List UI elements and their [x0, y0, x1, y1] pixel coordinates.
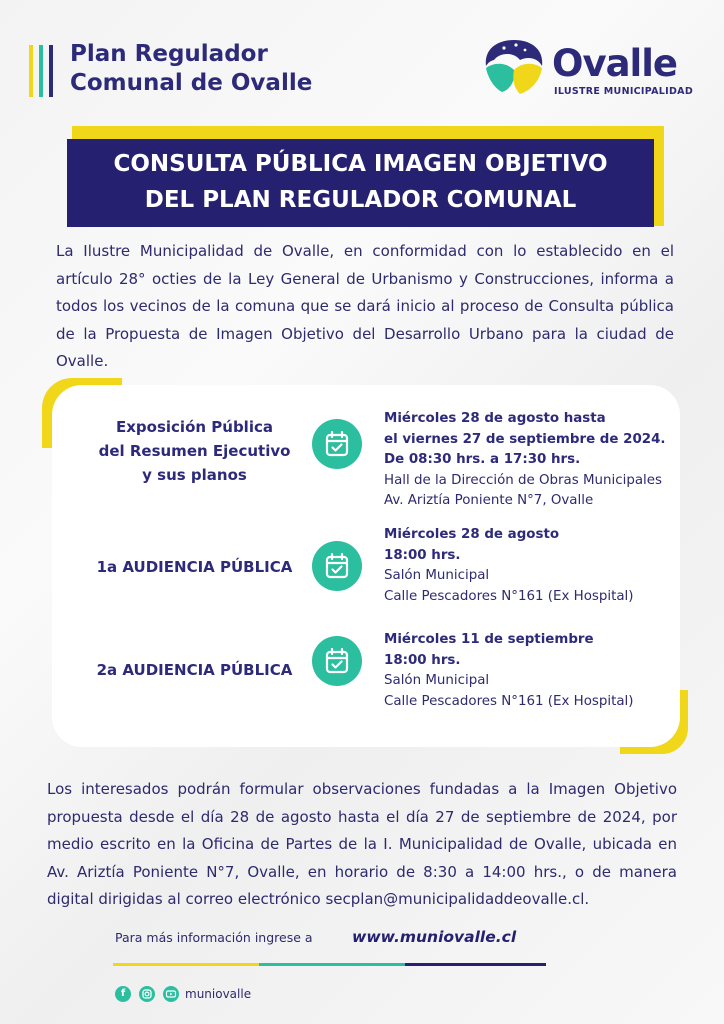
website-link[interactable]: www.muniovalle.cl — [352, 928, 517, 946]
event-label: 1a AUDIENCIA PÚBLICA — [96, 558, 293, 576]
intro-paragraph: La Ilustre Municipalidad de Ovalle, en conformidad con lo establecido en el artículo 28° octies de la Ley General de Urbanismo y Construcciones, informa a todos los vecinos de la comuna que se dará inicio al proceso de Consulta pública de la Propuesta de Imagen Objetivo del Desarrollo Urbano para la ciudad de Ovalle. — [56, 242, 674, 370]
plan-title-line1: Plan Regulador — [70, 41, 268, 67]
event-label: 2a AUDIENCIA PÚBLICA — [96, 661, 293, 679]
ovalle-logo — [480, 36, 700, 100]
plan-title — [70, 40, 312, 98]
calendar-check-icon — [312, 541, 362, 591]
ovalle-logo-icon — [480, 36, 548, 96]
footer-rule-yellow — [113, 963, 259, 966]
event-address: Av. Ariztía Poniente N°7, Ovalle — [384, 493, 594, 508]
event-place: Hall de la Dirección de Obras Municipales — [384, 472, 662, 488]
plan-title-line2: Comunal de Ovalle — [70, 70, 313, 96]
social-handle: muniovalle — [185, 987, 252, 1001]
event-time: 18:00 hrs. — [384, 547, 461, 563]
yellow-stripe — [29, 45, 33, 97]
title-banner — [67, 139, 654, 227]
event-date: Miércoles 11 de septiembre — [384, 632, 594, 647]
instagram-icon[interactable] — [139, 986, 155, 1002]
calendar-check-icon — [312, 636, 362, 686]
event-address: Calle Pescadores N°161 (Ex Hospital) — [384, 693, 634, 709]
event-place: Salón Municipal — [384, 568, 490, 583]
event-info — [384, 525, 684, 607]
event-info — [384, 630, 684, 712]
banner-line1: CONSULTA PÚBLICA IMAGEN OBJETIVO — [113, 151, 608, 177]
navy-stripe — [49, 45, 53, 97]
logo-name: Ovalle — [552, 42, 677, 85]
banner-line2: DEL PLAN REGULADOR COMUNAL — [144, 187, 577, 213]
footer-rule-navy — [405, 963, 546, 966]
calendar-check-icon — [312, 419, 362, 469]
teal-stripe — [39, 45, 43, 97]
event-date: el viernes 27 de septiembre de 2024. — [384, 431, 666, 447]
footer-rule-teal — [259, 963, 405, 966]
brand-stripes — [29, 45, 53, 97]
facebook-icon[interactable]: f — [115, 986, 131, 1002]
events-card — [52, 385, 680, 747]
event-date: Miércoles 28 de agosto hasta — [384, 411, 606, 426]
closing-paragraph: Los interesados podrán formular observaciones fundadas a la Imagen Objetivo propuesta desde el día 28 de agosto hasta el día 27 de septiembre de 2024, por medio escrito en la Oficina de Partes de la I. Municipalidad de Ovalle, ubicada en Av. Ariztía Poniente N°7, Ovalle, en horario de 8:30 a 14:00 hrs., o de manera digital dirigidas al correo electrónico secplan@municipalidaddeovalle.cl. — [47, 780, 677, 908]
event-label-line: Exposición Pública — [116, 418, 273, 436]
event-info — [384, 409, 684, 512]
logo-subtitle: ILUSTRE MUNICIPALIDAD — [554, 86, 694, 97]
event-time: 18:00 hrs. — [384, 652, 461, 668]
event-time: De 08:30 hrs. a 17:30 hrs. — [384, 452, 581, 467]
event-label — [72, 415, 317, 487]
youtube-icon[interactable] — [163, 986, 179, 1002]
event-label-line: del Resumen Ejecutivo — [98, 442, 291, 460]
event-date: Miércoles 28 de agosto — [384, 527, 560, 542]
event-address: Calle Pescadores N°161 (Ex Hospital) — [384, 588, 634, 604]
event-label-line: y sus planos — [142, 466, 247, 484]
event-place: Salón Municipal — [384, 673, 490, 688]
more-info-text: Para más información ingrese a — [115, 930, 313, 945]
